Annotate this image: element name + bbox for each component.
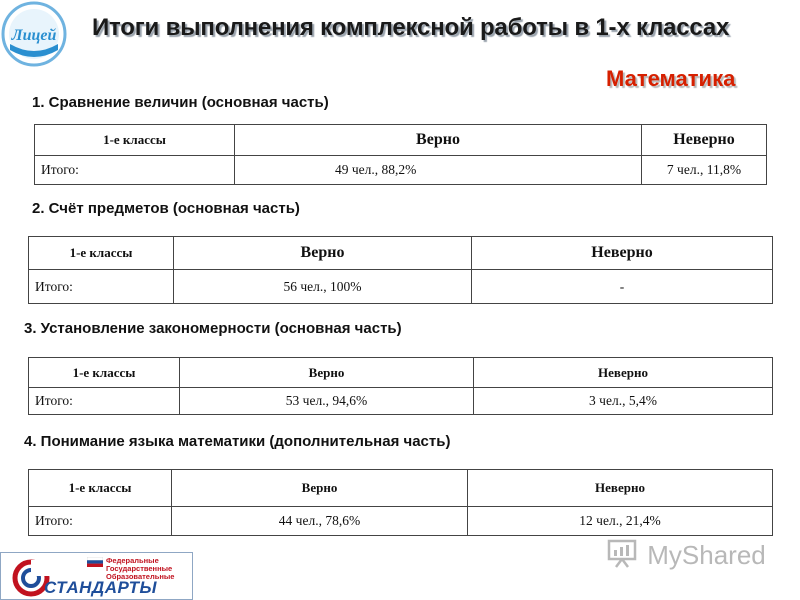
incorrect-value: - [472, 270, 773, 304]
section-heading-2: 2. Счёт предметов (основная часть) [32, 200, 300, 217]
logo-text: Лицей [11, 27, 57, 44]
table-header-correct: Верно [235, 125, 642, 156]
table-header-incorrect: Неверно [474, 358, 773, 388]
table-header-classes: 1-е классы [29, 237, 174, 270]
fgos-line-3: Образовательные [106, 572, 175, 581]
presentation-board-icon [606, 538, 640, 568]
table-header-classes: 1-е классы [35, 125, 235, 156]
subject-title: Математика [606, 66, 736, 91]
fgos-standards-word: СТАНДАРТЫ [44, 578, 158, 597]
page-title: Итоги выполнения комплексной работы в 1-х классах [92, 14, 730, 41]
table-header-incorrect: Неверно [468, 470, 773, 507]
fgos-line-2: Государственные [106, 564, 173, 573]
correct-value: 49 чел., 88,2% [235, 156, 642, 185]
table-header-correct: Верно [180, 358, 474, 388]
table-header-classes: 1-е классы [29, 358, 180, 388]
row-label: Итого: [35, 156, 235, 185]
table-header-incorrect: Неверно [472, 237, 773, 270]
results-table-4 [28, 469, 773, 536]
incorrect-value: 12 чел., 21,4% [468, 507, 773, 536]
russian-flag-icon [87, 557, 103, 567]
table-header-correct: Верно [172, 470, 468, 507]
lyceum-logo [0, 0, 70, 68]
myshared-watermark [606, 538, 766, 571]
section-heading-3: 3. Установление закономерности (основная часть) [24, 320, 402, 337]
incorrect-value: 3 чел., 5,4% [474, 388, 773, 415]
correct-value: 53 чел., 94,6% [180, 388, 474, 415]
results-table-3 [28, 357, 773, 415]
row-label: Итого: [29, 270, 174, 304]
table-header-incorrect: Неверно [642, 125, 767, 156]
section-heading-1: 1. Сравнение величин (основная часть) [32, 94, 329, 111]
results-table-1 [34, 124, 767, 185]
correct-value: 44 чел., 78,6% [172, 507, 468, 536]
table-header-correct: Верно [174, 237, 472, 270]
correct-value: 56 чел., 100% [174, 270, 472, 304]
section-heading-4: 4. Понимание языка математики (дополнительная часть) [24, 433, 451, 450]
incorrect-value: 7 чел., 11,8% [642, 156, 767, 185]
watermark-text: MyShared [647, 540, 766, 570]
fgos-line-1: Федеральные [106, 556, 159, 565]
results-table-2 [28, 236, 773, 304]
row-label: Итого: [29, 507, 172, 536]
table-header-classes: 1-е классы [29, 470, 172, 507]
row-label: Итого: [29, 388, 180, 415]
